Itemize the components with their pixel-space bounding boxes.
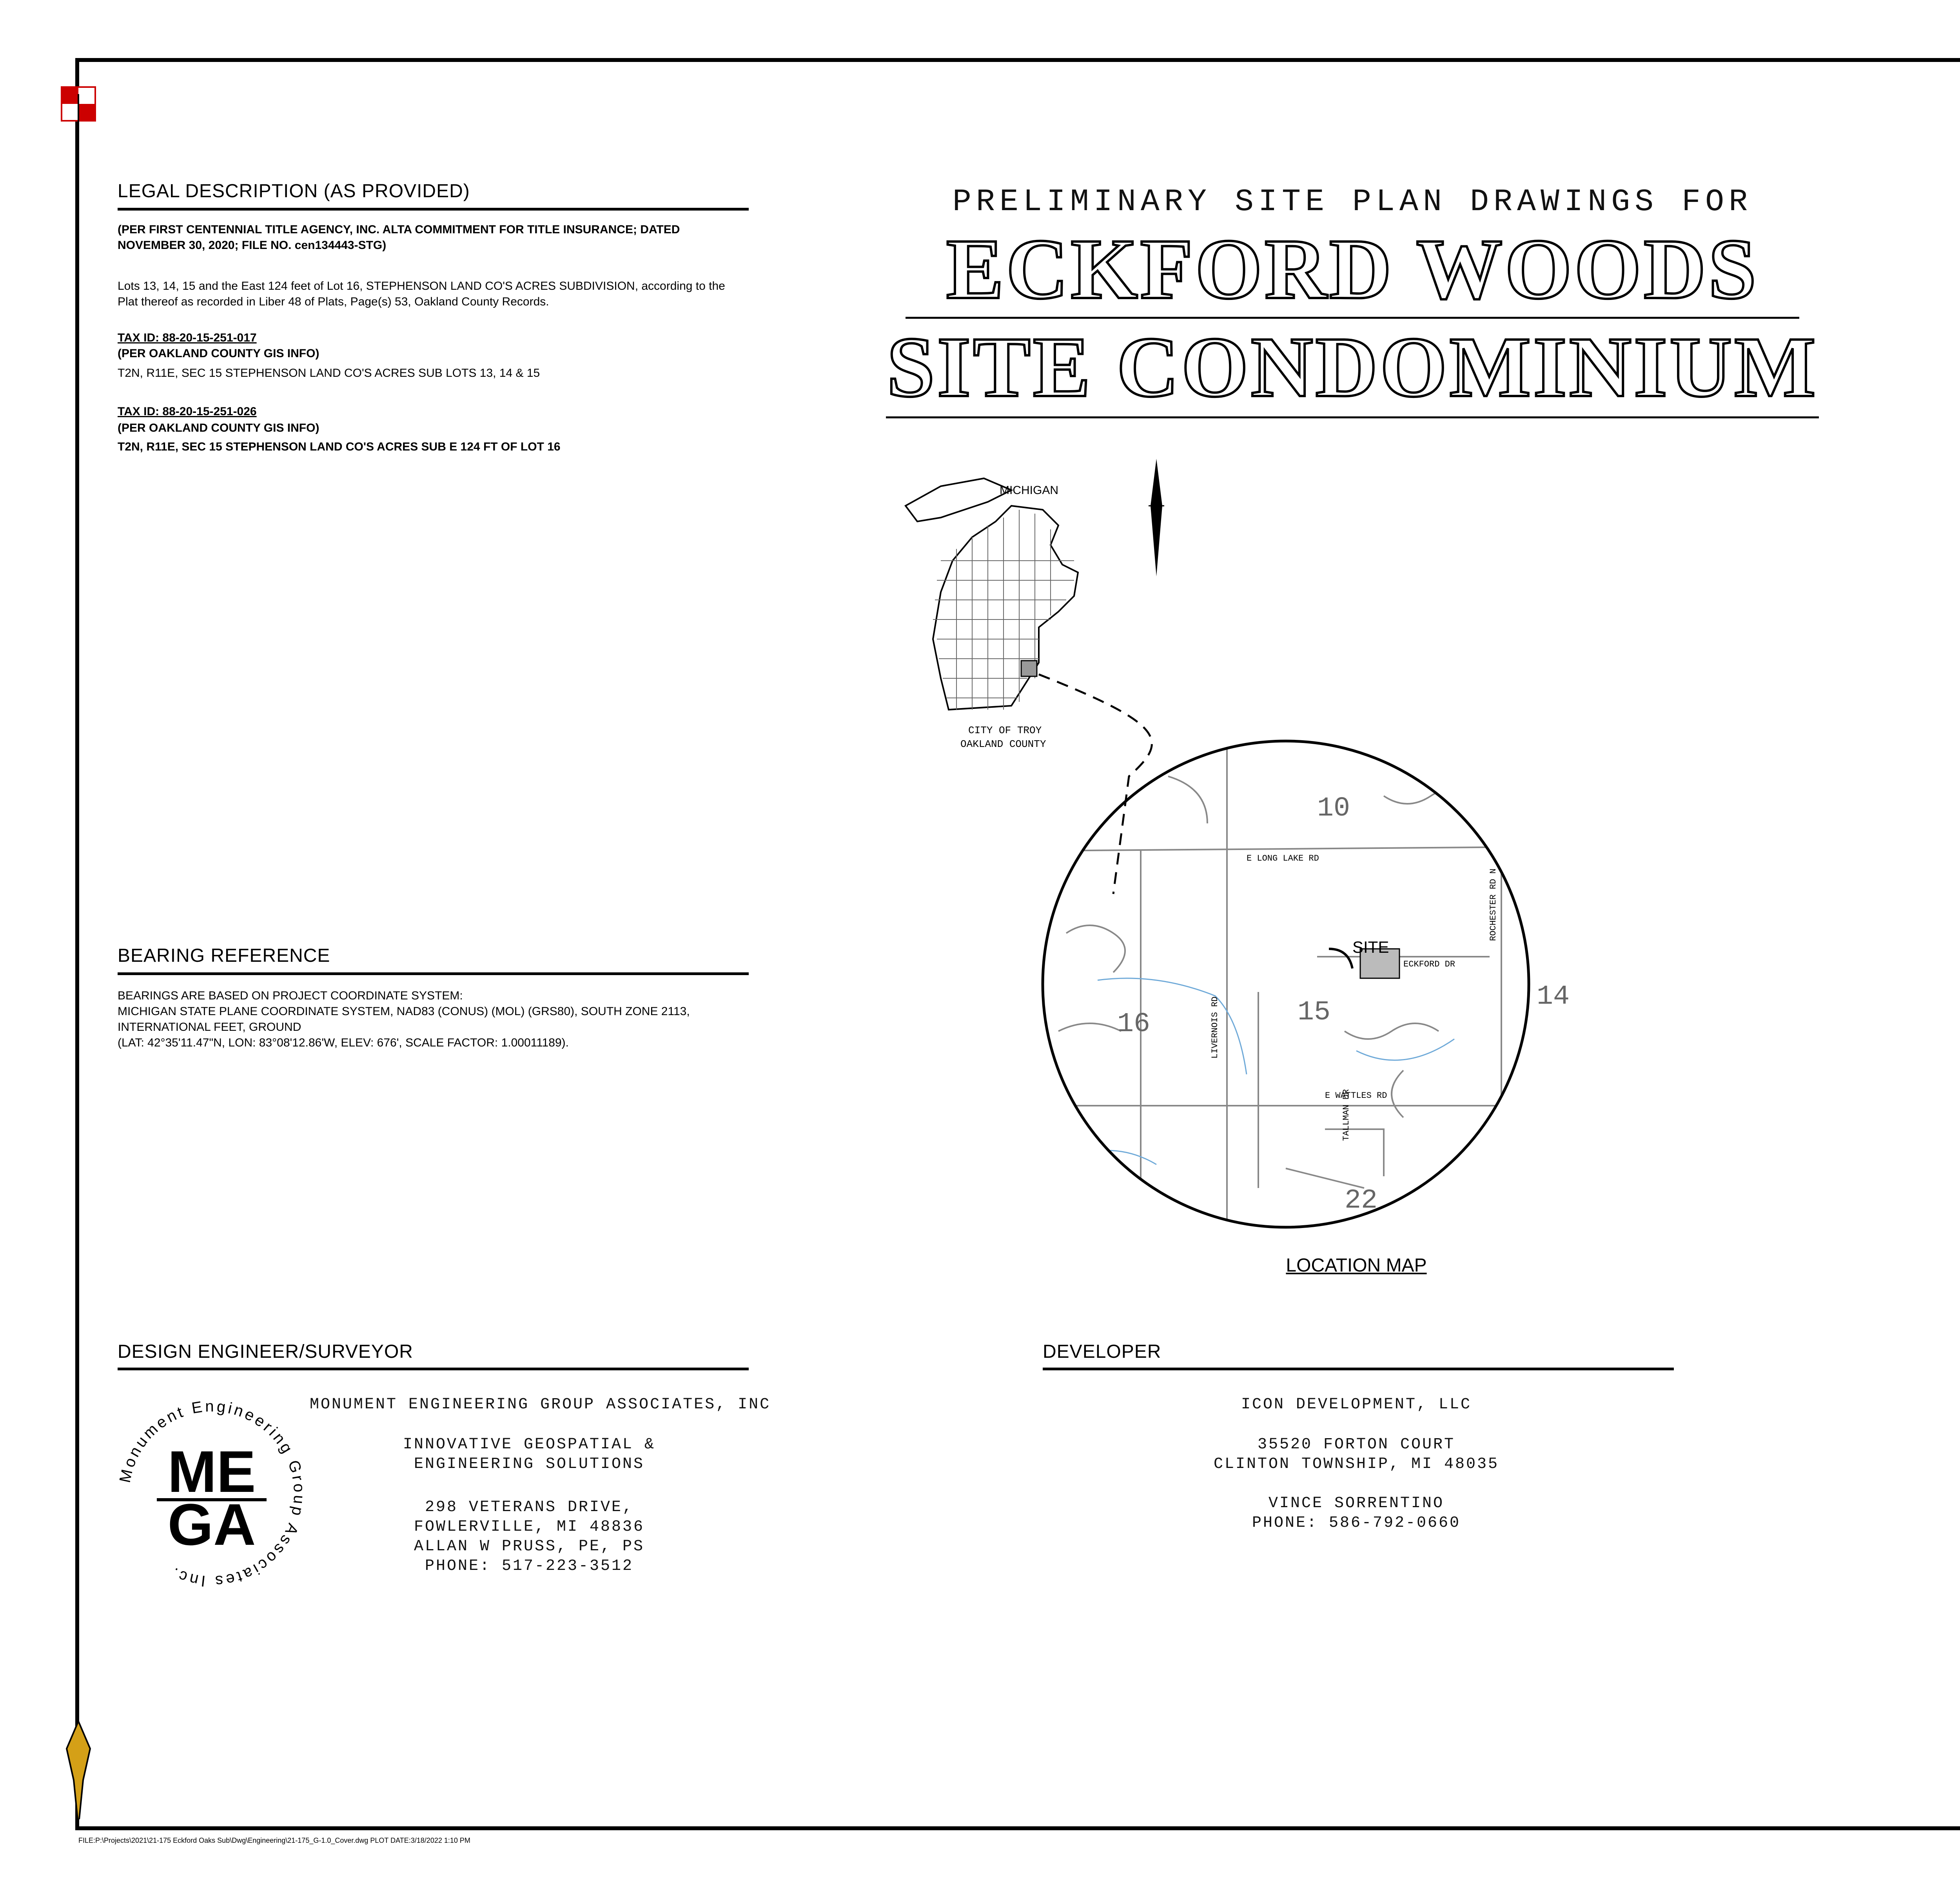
design-engineer-rule: [118, 1368, 749, 1370]
mega-logo-line1: ME: [167, 1439, 256, 1504]
engineer-address-block: [353, 1498, 706, 1576]
engineer-tagline: [353, 1435, 706, 1474]
tax-id-1-source: (PER OAKLAND COUNTY GIS INFO): [118, 347, 319, 360]
engineer-company: MONUMENT ENGINEERING GROUP ASSOCIATES, INC: [310, 1396, 771, 1413]
bearing-rule: [118, 972, 749, 975]
road-livernois: LIVERNOIS RD: [1210, 996, 1220, 1059]
mega-logo-ring: Monument Engineering Group Associates Inc.: [116, 1397, 308, 1590]
engineer-tag-1: INNOVATIVE GEOSPATIAL &: [403, 1436, 656, 1453]
engineer-tag-2: ENGINEERING SOLUTIONS: [414, 1455, 645, 1473]
plumb-bob-icon: [63, 94, 94, 1819]
michigan-label: MICHIGAN: [1000, 484, 1058, 497]
bearing-heading: BEARING REFERENCE: [118, 945, 330, 966]
file-path-footer: FILE:P:\Projects\2021\21-175 Eckford Oaks Sub\Dwg\Engineering\21-175_G-1.0_Cover.dwg PLOT DATE:3/18/2022 1:10 PM: [78, 1837, 470, 1844]
engineer-contact: ALLAN W PRUSS, PE, PS: [414, 1538, 645, 1555]
title-underline: [886, 416, 1819, 418]
cover-title-line-2: SITE CONDOMINIUM: [887, 319, 1818, 415]
engineer-phone: PHONE: 517-223-3512: [425, 1557, 634, 1575]
developer-addr-1: 35520 FORTON COURT: [1257, 1436, 1455, 1453]
cover-title-line-1: ECKFORD WOODS: [946, 221, 1759, 317]
developer-contact-block: [1160, 1494, 1552, 1533]
design-engineer-heading: DESIGN ENGINEER/SURVEYOR: [118, 1341, 413, 1362]
section-22: 22: [1345, 1185, 1378, 1216]
location-map: [894, 443, 1835, 1266]
developer-addr-2: CLINTON TOWNSHIP, MI 48035: [1213, 1455, 1499, 1473]
engineer-addr-1: 298 VETERANS DRIVE,: [425, 1499, 634, 1516]
michigan-outline-icon: [906, 478, 1078, 710]
section-14: 14: [1537, 981, 1570, 1012]
road-long-lake: E LONG LAKE RD: [1247, 854, 1319, 863]
road-wattles-label: E WATTLES RD: [1325, 1091, 1387, 1101]
city-label-2: OAKLAND COUNTY: [960, 738, 1046, 750]
legal-rule: [118, 208, 749, 211]
legal-body: Lots 13, 14, 15 and the East 124 feet of Lot 16, STEPHENSON LAND CO'S ACRES SUBDIVISION, according to the Plat thereof as recorded in Liber 48 of Plats, Page(s) 53, Oakland County Records.: [118, 280, 725, 308]
north-arrow-icon: [1149, 459, 1164, 576]
location-map-caption: LOCATION MAP: [1286, 1255, 1427, 1276]
developer-company: ICON DEVELOPMENT, LLC: [1241, 1396, 1472, 1413]
developer-heading: DEVELOPER: [1043, 1341, 1161, 1362]
road-eckford: ECKFORD DR: [1403, 959, 1455, 969]
developer-rule: [1043, 1368, 1674, 1370]
oakland-county-marker: [1021, 661, 1037, 676]
tax-id-2: TAX ID: 88-20-15-251-026: [118, 405, 257, 418]
developer-phone: PHONE: 586-792-0660: [1252, 1514, 1461, 1532]
cover-subtitle: PRELIMINARY SITE PLAN DRAWINGS FOR: [952, 184, 1753, 220]
developer-address-block: [1160, 1435, 1552, 1474]
site-arrow-icon: [1329, 949, 1352, 968]
section-15: 15: [1298, 997, 1331, 1028]
mega-logo-icon: [114, 1396, 310, 1592]
bearing-line-4: (LAT: 42°35'11.47"N, LON: 83°08'12.86'W, ELEV: 676', SCALE FACTOR: 1.00011189).: [118, 1036, 569, 1049]
tax-id-1-desc: T2N, R11E, SEC 15 STEPHENSON LAND CO'S ACRES SUB LOTS 13, 14 & 15: [118, 367, 540, 380]
bearing-line-3: INTERNATIONAL FEET, GROUND: [118, 1021, 301, 1034]
vicinity-streets: [1043, 741, 1529, 1227]
bearing-line-2: MICHIGAN STATE PLANE COORDINATE SYSTEM, NAD83 (CONUS) (MOL) (GRS80), SOUTH ZONE 2113,: [118, 1005, 690, 1018]
map-leader-line: [1039, 674, 1152, 894]
engineer-addr-2: FOWLERVILLE, MI 48836: [414, 1518, 645, 1536]
tax-id-2-desc: T2N, R11E, SEC 15 STEPHENSON LAND CO'S ACRES SUB E 124 FT OF LOT 16: [118, 440, 561, 453]
legal-commitment: (PER FIRST CENTENNIAL TITLE AGENCY, INC. ALTA COMMITMENT FOR TITLE INSURANCE; DATED NOVEMBER 30, 2020; FILE NO. cen134443-STG): [118, 223, 680, 252]
section-16: 16: [1117, 1009, 1151, 1040]
legal-heading: LEGAL DESCRIPTION (AS PROVIDED): [118, 181, 470, 202]
city-label-1: CITY OF TROY: [968, 725, 1042, 736]
vicinity-circle: [1043, 741, 1529, 1227]
road-tallman: TALLMAN DR: [1341, 1089, 1351, 1141]
mega-logo-line2: GA: [167, 1491, 256, 1557]
tax-id-1: TAX ID: 88-20-15-251-017: [118, 331, 257, 344]
site-label: SITE: [1352, 938, 1389, 956]
road-rochester: ROCHESTER RD N: [1488, 868, 1498, 941]
developer-contact: VINCE SORRENTINO: [1268, 1495, 1445, 1512]
tax-id-2-source: (PER OAKLAND COUNTY GIS INFO): [118, 421, 319, 434]
section-10: 10: [1317, 793, 1350, 824]
bearing-line-1: BEARINGS ARE BASED ON PROJECT COORDINATE SYSTEM:: [118, 989, 463, 1002]
